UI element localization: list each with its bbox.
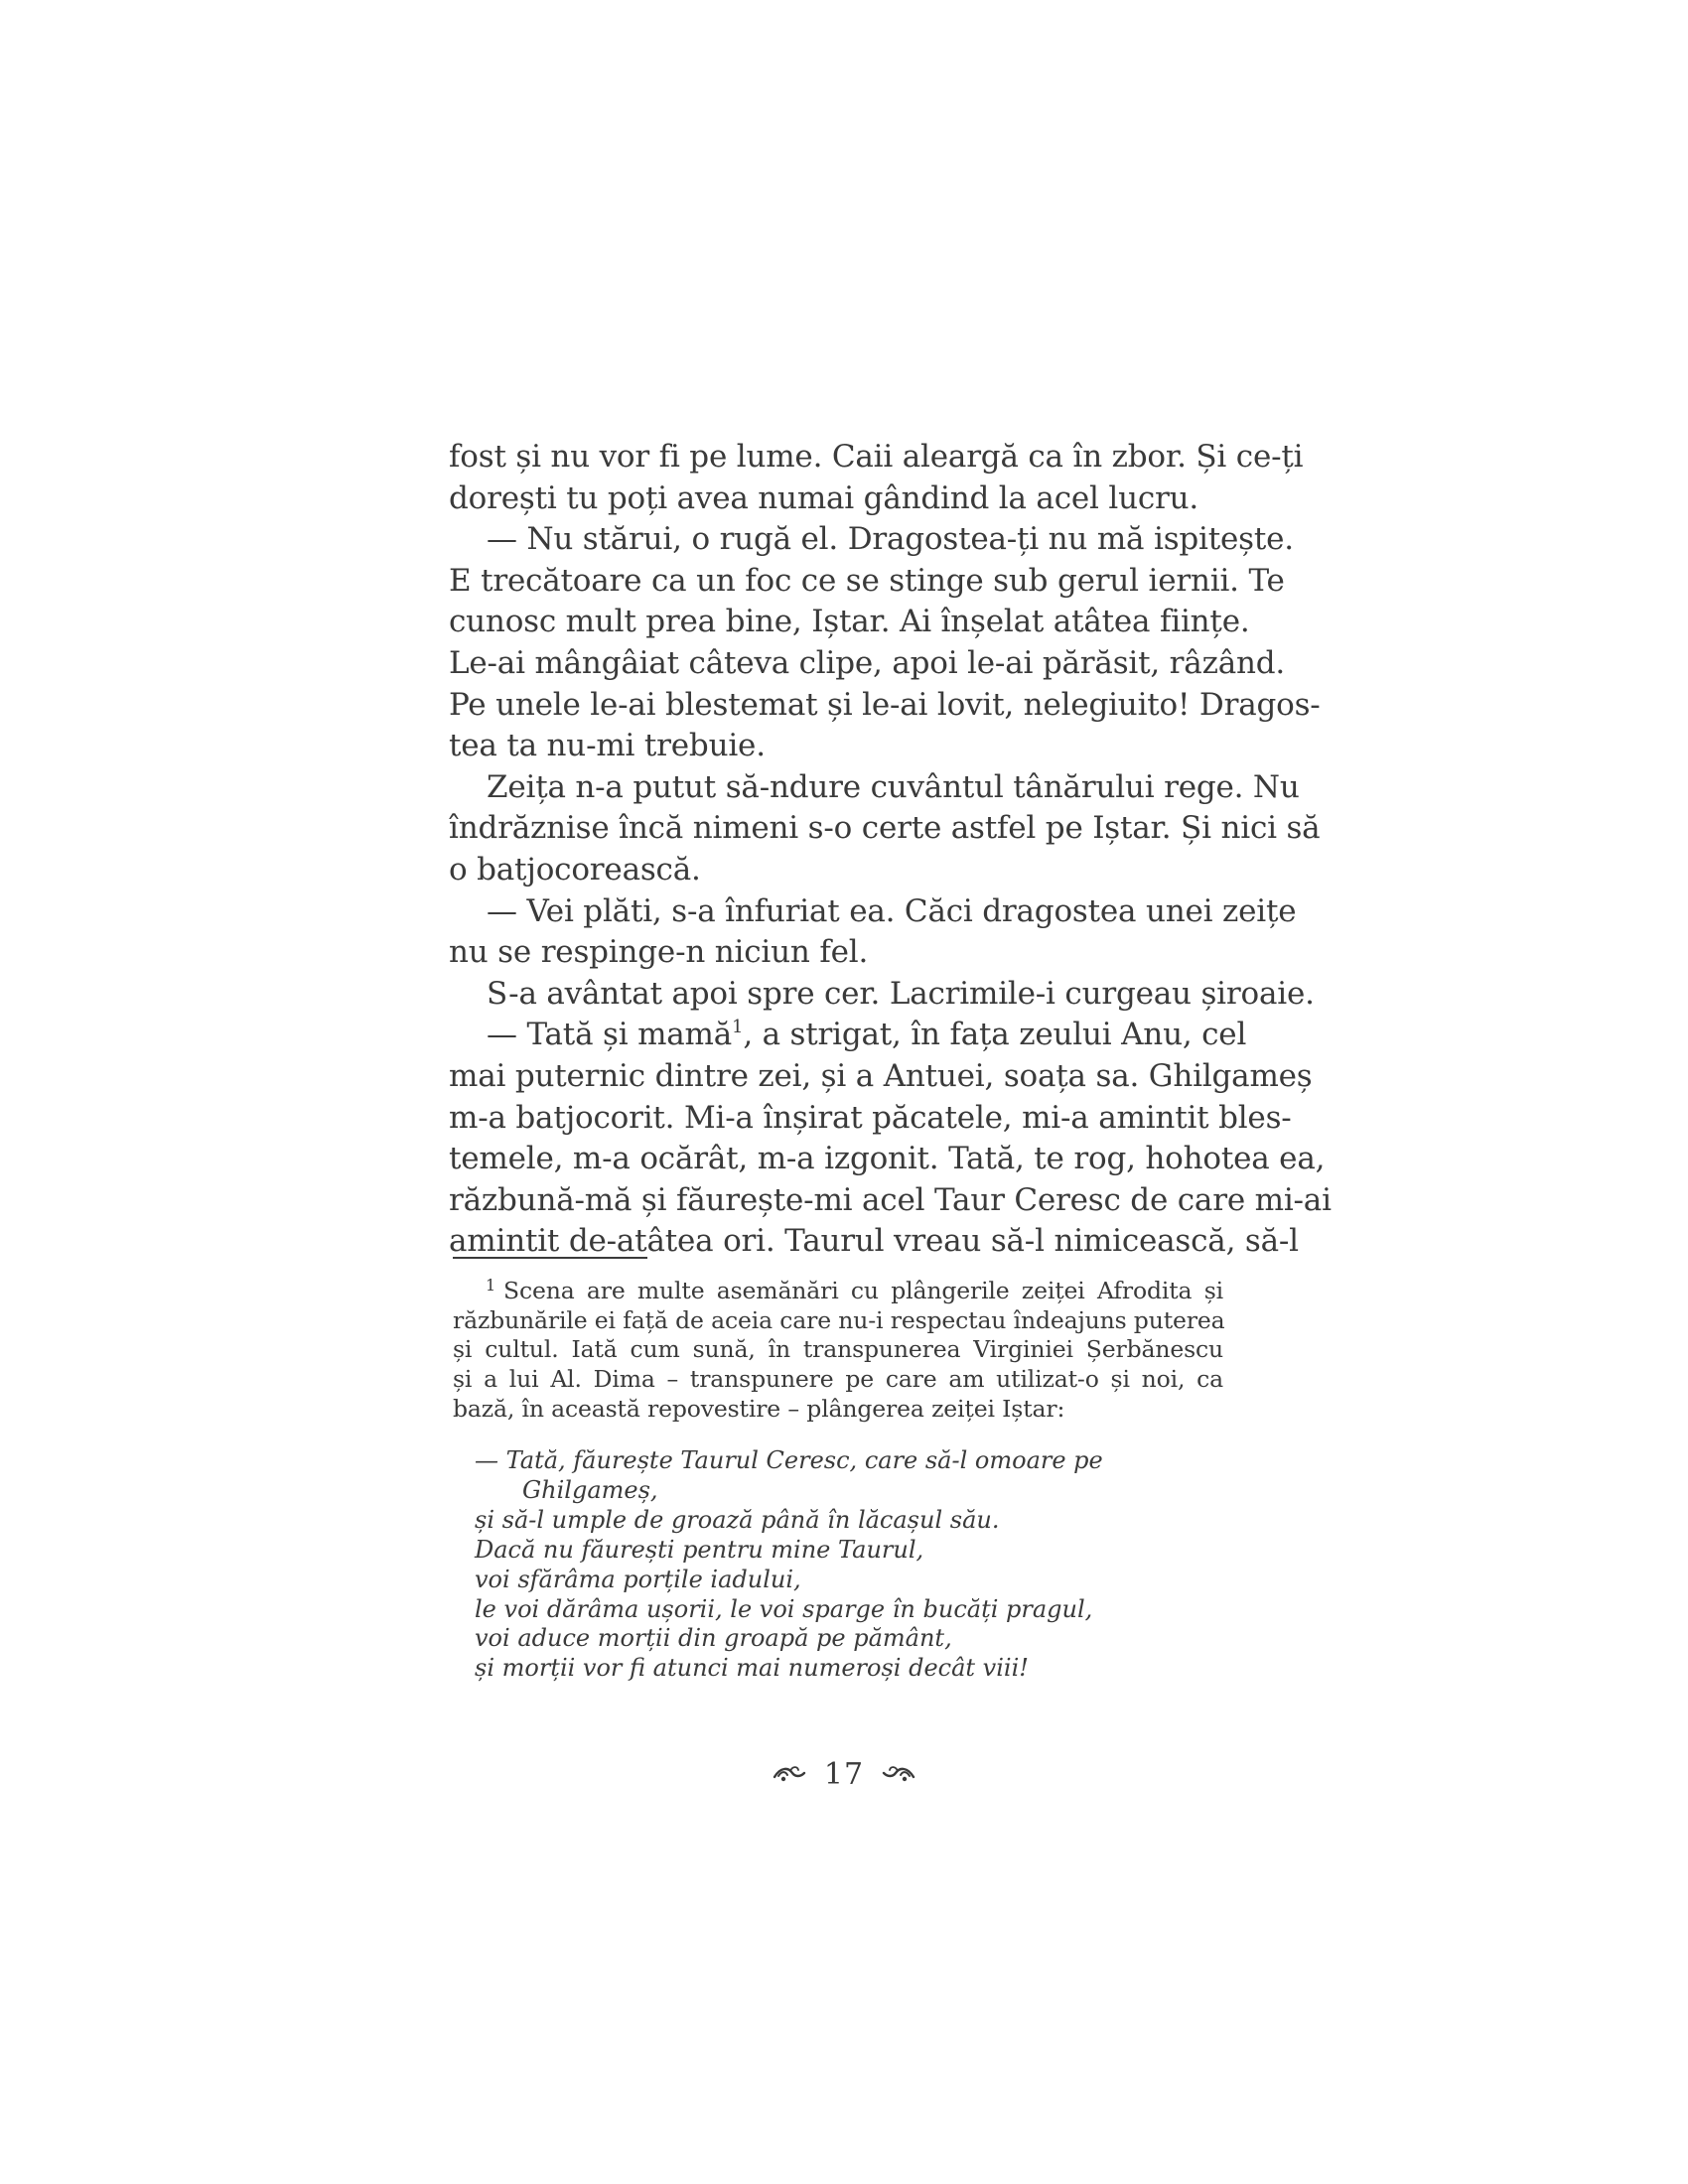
footnote-text: Scena are multe asemănări cu plângerile zeiței Afrodita și [503,1277,1223,1304]
text-line: tea ta nu-mi trebuie. [449,728,766,764]
text-line: Pe unele le-ai blestemat și le-ai lovit, nelegiuito! Dragos- [449,686,1321,723]
poem-line: Ghilgameș, [522,1475,658,1504]
footnote-line: bază, în această repovestire – plângerea zeiței Iștar: [453,1394,1065,1423]
text-line: o batjocorească. [449,851,701,887]
page-footer [745,1749,943,1799]
text-line: dorești tu poți avea numai gândind la acel lucru. [449,479,1199,516]
text-line: m-a batjocorit. Mi-a înșirat păcatele, mi-a amintit bles- [449,1099,1292,1136]
text-line: S-a avântat apoi spre cer. Lacrimile-i curgeau șiroaie. [487,975,1315,1012]
footnote-line [453,1277,1223,1306]
poem-line: voi sfărâma porțile iadului, [475,1565,801,1593]
poem-line: le voi dărâma ușorii, le voi sparge în bucăți pragul, [475,1594,1093,1623]
footnote [453,1277,1223,1425]
footnote-line: și a lui Al. Dima – transpunere pe care am utilizat-o și noi, ca [453,1365,1223,1394]
left-ornament-icon [773,1763,806,1785]
text-line-with-footnote-ref [449,1015,1247,1056]
text-line: temele, m-a ocărât, m-a izgonit. Tată, te rog, hohotea ea, [449,1141,1326,1177]
footnote-number: 1 [486,1276,496,1295]
text-line: Zeița n-a putut să-ndure cuvântul tânărului rege. Nu [487,768,1300,805]
text-fragment: , a strigat, în fața zeului Anu, cel [743,1017,1247,1053]
text-line: — Vei plăti, s-a înfuriat ea. Căci dragostea unei zeițe [487,892,1297,929]
footnote-line: răzbunările ei față de aceia care nu-i respectau îndeajuns puterea [453,1305,1225,1334]
text-line: mai puternic dintre zei, și a Antuei, soața sa. Ghilgameș [449,1057,1313,1094]
footnote-ref[interactable]: 1 [732,1017,744,1038]
text-line: — Nu stărui, o rugă el. Dragostea-ți nu mă ispitește. [487,521,1294,558]
text-line: răzbună-mă și făurește-mi acel Taur Ceresc de care mi-ai [449,1181,1332,1218]
text-line: îndrăznise încă nimeni s-o certe astfel pe Iștar. Și nici să [449,810,1321,847]
poem-line: și să-l umple de groază până în lăcașul său. [475,1505,1000,1534]
poem-line: Dacă nu făurești pentru mine Taurul, [475,1535,924,1564]
text-fragment: — Tată și mamă [487,1017,733,1053]
poem-quote [475,1446,1229,1684]
poem-line: voi aduce morții din groapă pe pământ, [475,1624,952,1653]
page-number: 17 [823,1756,865,1792]
right-ornament-icon [882,1763,915,1785]
text-line: cunosc mult prea bine, Iștar. Ai înșelat atâtea ființe. [449,604,1250,640]
text-line: E trecătoare ca un foc ce se stinge sub gerul iernii. Te [449,562,1285,599]
text-line: fost și nu vor fi pe lume. Caii aleargă ca în zbor. Și ce-ți [449,439,1304,475]
poem-line: și morții vor fi atunci mai numeroși decât viii! [475,1654,1029,1683]
text-line: nu se respinge-n niciun fel. [449,934,869,971]
poem-line: — Tată, făurește Taurul Ceresc, care să-l omoare pe [475,1446,1103,1474]
footnote-line: și cultul. Iată cum sună, în transpunerea Virginiei Șerbănescu [453,1335,1223,1364]
text-line: Le-ai mângâiat câteva clipe, apoi le-ai părăsit, râzând. [449,644,1286,681]
text-line: amintit de-atâtea ori. Taurul vreau să-l nimicească, să-l [449,1223,1299,1260]
main-text-block [449,437,1332,1263]
footnote-separator [453,1257,647,1259]
